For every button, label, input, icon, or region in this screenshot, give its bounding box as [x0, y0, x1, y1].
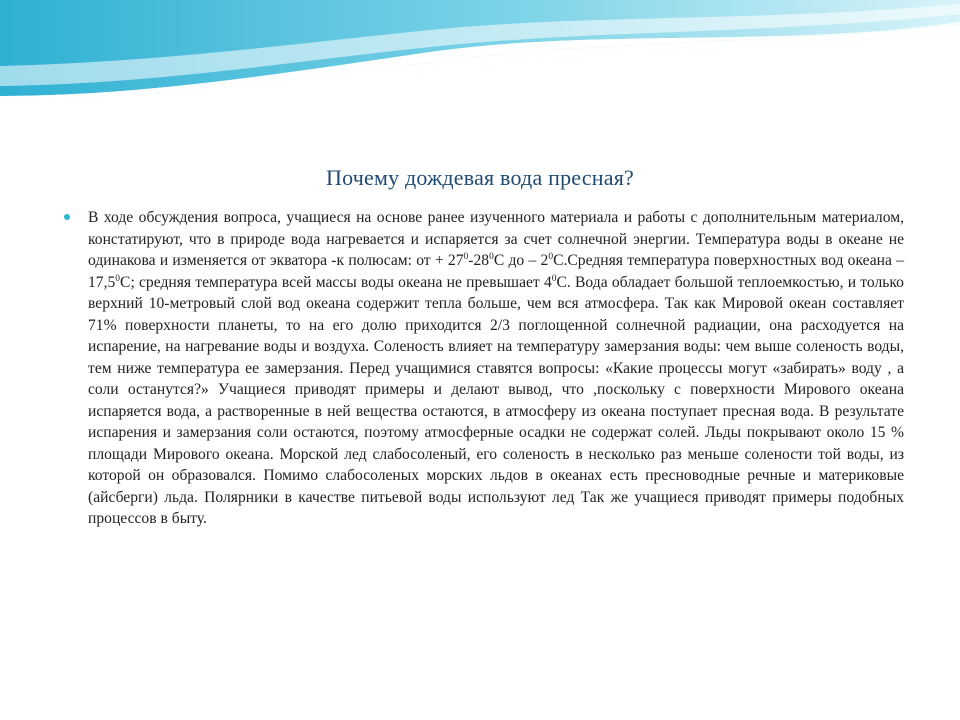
degree-superscript: 0	[548, 252, 554, 262]
body-text-part-4: С.Средняя температура поверхностных вод океана – 17,5	[88, 252, 905, 291]
degree-superscript: 0	[551, 273, 557, 284]
body-text-part-6: С. Вода обладает большой теплоемкостью, и только верхний 10-метровый слой вод океана содержит тепла больше, чем вся атмосфера. Так как Мировой океан составляет 71% поверхности планеты, то на его долю приходится 2/3 поглощенной солнечной радиации, она расходуется на испарение, на нагревание воды и воздуха. Соленость влияет на температуру замерзания воды: чем выше соленость воды, тем ниже температура ее замерзания. Перед учащимися ставятся вопросы: «Какие процессы могут «забирать» воду , а соли останутся?» Учащиеся приводят примеры и делают вывод, что ,поскольку с поверхности Мирового океана испаряется вода, а растворенные в ней вещества остаются, в атмосферу из океана поступает пресная вода. В результате испарения и замерзания соли остаются, поэтому атмосферные осадки не содержат солей. Льды покрывают около 15 % площади Мирового океана. Морской лед слабосоленый, его соленость в несколько раз меньше солености той воды, из которой он образовался. Помимо слабосоленых морских льдов в океанах есть пресноводные речные и материковые (айсберги) льда. Полярники в качестве питьевой воды используют лед Так же учащиеся приводят примеры подобных процессов в быту.	[88, 273, 904, 527]
slide-title: Почему дождевая вода пресная?	[326, 165, 634, 190]
degree-superscript: 0	[463, 252, 469, 262]
body-text-part-1: В ходе обсуждения вопроса, учащиеся на основе ранее изученного материала и работы с дополнительным материалом, констатируют, что в природе вода нагревается и испаряется за счет солнечной энергии. Температура воды в океане не одинакова и изменяется от экватора -к полюсам: от + 27	[88, 209, 904, 269]
bullet-marker	[64, 214, 70, 220]
body-text-part-2: -28	[468, 252, 490, 269]
slide-body-text	[88, 207, 904, 530]
header-wave-decoration	[0, 0, 960, 120]
degree-superscript: 0	[115, 273, 121, 284]
body-text-part-5: С; средняя температура всей массы воды океана не превышает 4	[120, 273, 552, 291]
body-text-part-3: С до – 2	[493, 252, 549, 269]
degree-superscript: 0	[489, 252, 494, 262]
